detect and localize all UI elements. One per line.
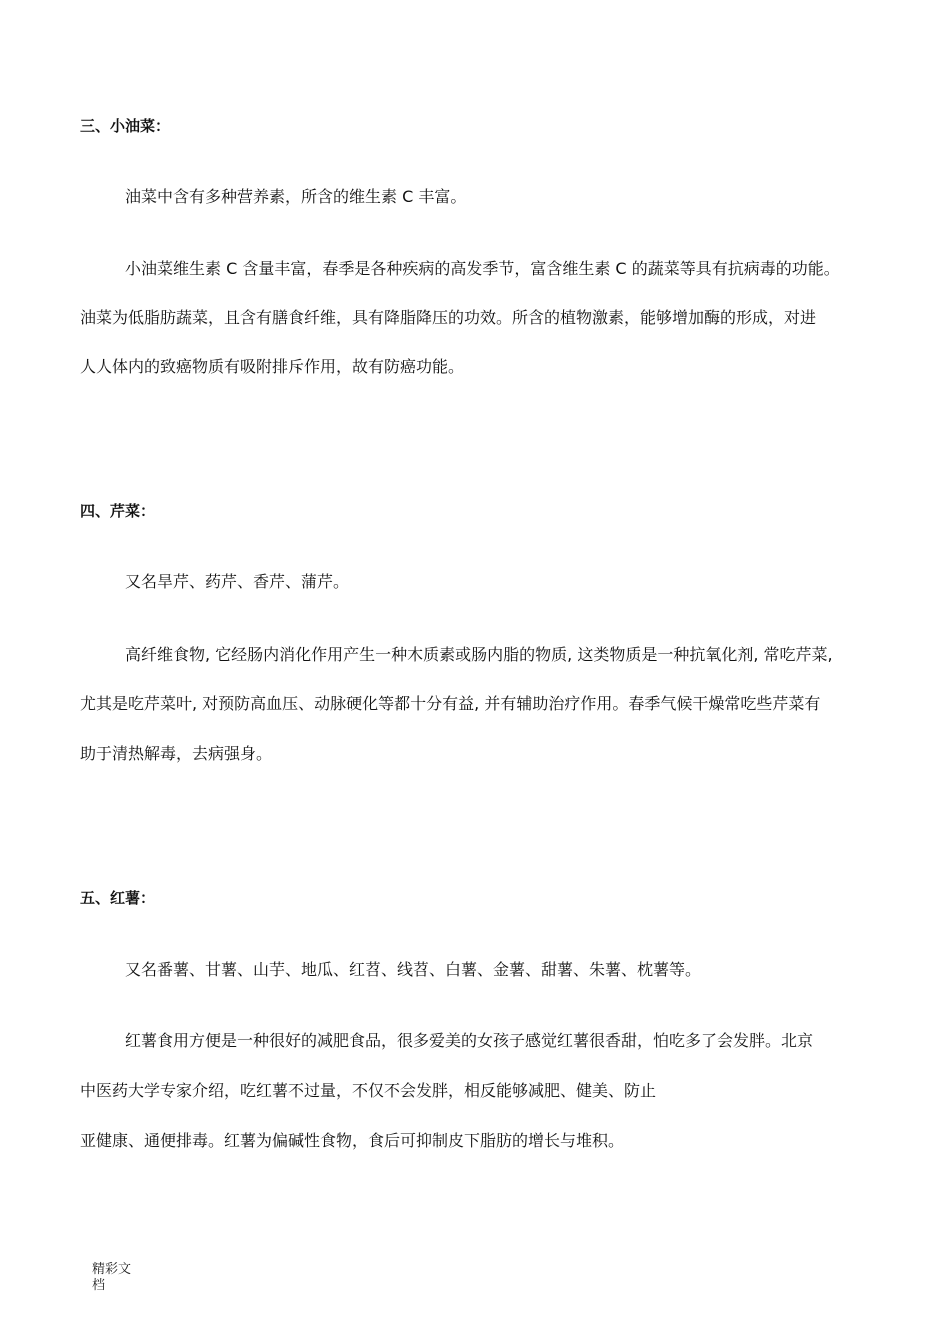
- footer-line: 档: [92, 1278, 106, 1293]
- paragraph-line: 高纤维食物, 它经肠内消化作用产生一种木质素或肠内脂的物质, 这类物质是一种抗氧化剂, 常吃芹菜,: [125, 645, 833, 664]
- paragraph-line: 油菜为低脂肪蔬菜，且含有膳食纤维，具有降脂降压的功效。所含的植物激素，能够增加酶的形成，对进: [80, 308, 817, 327]
- paragraph-line: 又名番薯、甘薯、山芋、地瓜、红苕、线苕、白薯、金薯、甜薯、朱薯、枕薯等。: [125, 960, 702, 979]
- paragraph-line: 亚健康、通便排毒。红薯为偏碱性食物，食后可抑制皮下脂肪的增长与堆积。: [80, 1131, 625, 1150]
- paragraph-line: 尤其是吃芹菜叶, 对预防高血压、动脉硬化等都十分有益, 并有辅助治疗作用。春季气候干燥常吃些芹菜有: [80, 694, 821, 713]
- paragraph-line: 又名旱芹、药芹、香芹、蒲芹。: [125, 572, 350, 591]
- section-heading-youcai: 三、小油菜：: [80, 117, 171, 135]
- page-footer: [92, 1262, 142, 1294]
- footer-line: 精彩文: [92, 1262, 132, 1277]
- section-heading-hongshu: 五、红薯：: [80, 889, 156, 907]
- paragraph-line: 油菜中含有多种营养素，所含的维生素 C 丰富。: [125, 187, 467, 206]
- paragraph-line: 红薯食用方便是一种很好的减肥食品，很多爱美的女孩子感觉红薯很香甜，怕吃多了会发胖。北京: [125, 1031, 814, 1050]
- paragraph-line: 小油菜维生素 C 含量丰富，春季是各种疾病的高发季节，富含维生素 C 的蔬菜等具有抗病毒的功能。: [125, 259, 840, 278]
- section-heading-qincai: 四、芹菜：: [80, 502, 156, 520]
- paragraph-line: 人人体内的致癌物质有吸附排斥作用，故有防癌功能。: [80, 357, 465, 376]
- paragraph-line: 助于清热解毒，去病强身。: [80, 744, 273, 763]
- paragraph-line: 中医药大学专家介绍，吃红薯不过量，不仅不会发胖，相反能够减肥、健美、防止: [80, 1081, 657, 1100]
